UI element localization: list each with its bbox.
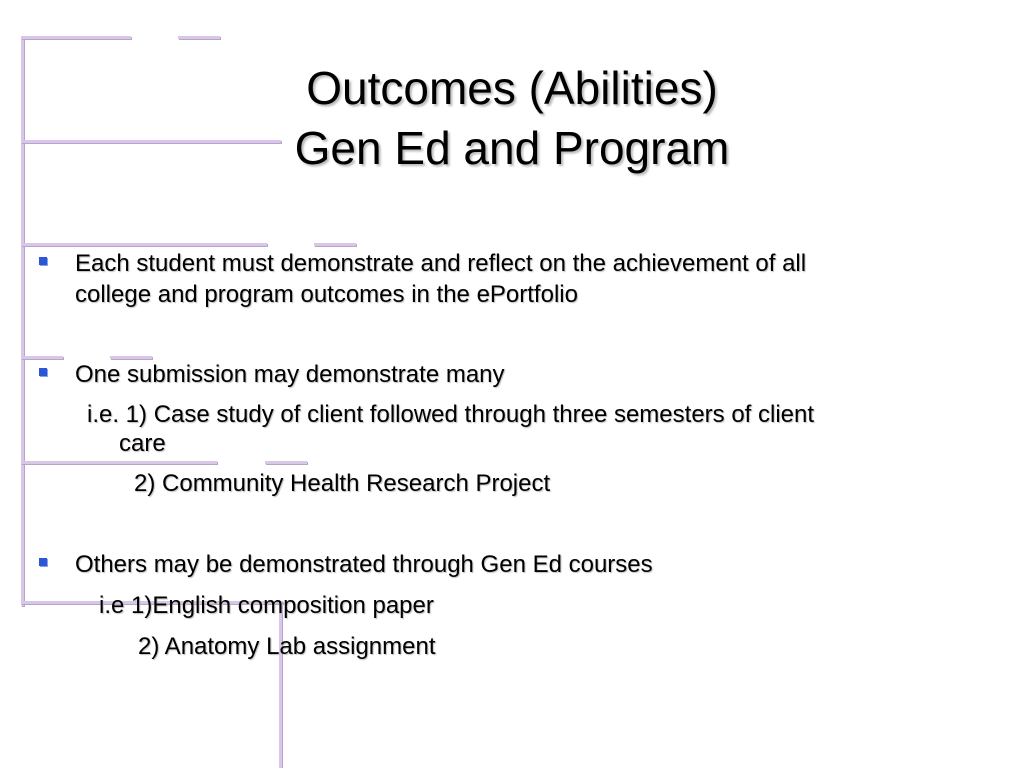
bullet-3-text: Others may be demonstrated through Gen Ed courses [75, 551, 653, 578]
decorative-line [110, 356, 152, 359]
slide-title [0, 58, 1024, 178]
title-line-1: Outcomes (Abilities) [306, 62, 718, 114]
bullet-2-sub-1-line-1: i.e. 1) Case study of client followed through three semesters of client [87, 401, 815, 428]
bullet-3-sub-2: 2) Anatomy Lab assignment [138, 633, 436, 660]
decorative-line [279, 601, 282, 768]
bullet-1-line-1: Each student must demonstrate and reflect on the achievement of all [75, 250, 807, 277]
decorative-line [21, 243, 267, 246]
decorative-line [21, 461, 217, 464]
decorative-line [178, 36, 220, 39]
bullet-marker-2 [39, 368, 47, 376]
decorative-line [265, 461, 307, 464]
bullet-2-sub-2: 2) Community Health Research Project [134, 470, 551, 497]
decorative-line [21, 36, 131, 39]
bullet-1-line-2: college and program outcomes in the ePortfolio [75, 281, 578, 308]
bullet-3-sub-1: i.e 1)English composition paper [99, 592, 434, 619]
decorative-line [314, 243, 356, 246]
decorative-line [21, 356, 63, 359]
bullet-2-sub-1-line-2: care [119, 430, 166, 457]
bullet-marker-3 [39, 558, 47, 566]
title-line-2: Gen Ed and Program [294, 122, 730, 174]
bullet-marker-1 [39, 257, 47, 265]
bullet-2-text: One submission may demonstrate many [75, 361, 505, 388]
